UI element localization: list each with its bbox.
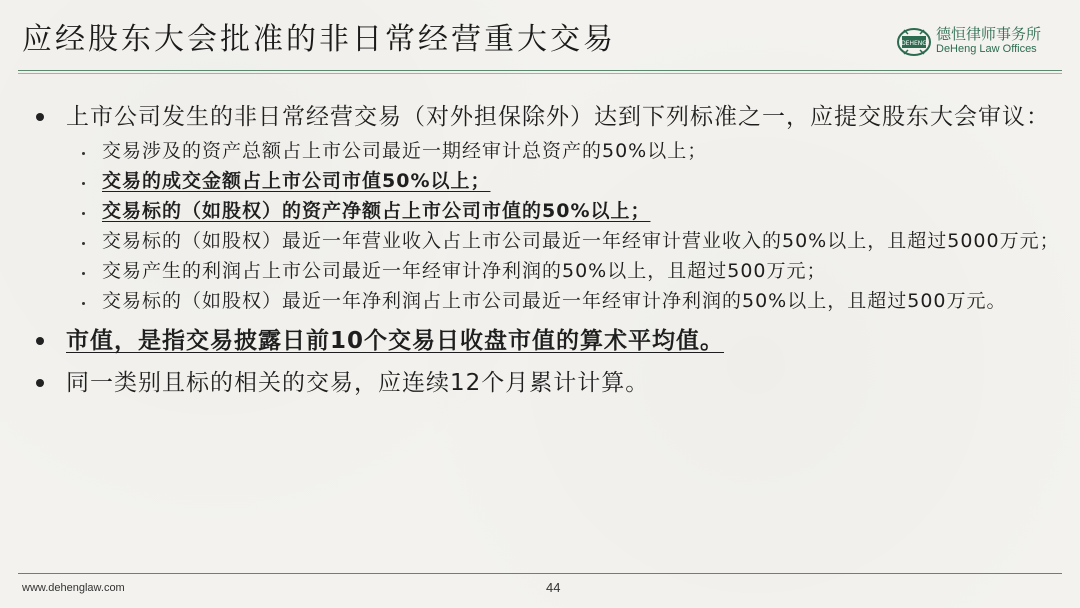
sub-bullet-item [30,136,1060,166]
sub-bullet-dot-icon [82,302,85,305]
bullet-item [30,324,1060,358]
bullet-dot-icon [36,113,44,121]
page-number: 44 [546,580,561,595]
sub-bullet-item [30,226,1060,256]
sub-bullet-text: 交易产生的利润占上市公司最近一年经审计净利润的50%以上，且超过500万元； [102,260,827,282]
footer-divider [18,573,1062,574]
bullet-dot-icon [36,379,44,387]
sub-bullet-item [30,286,1060,316]
firm-logo-icon [896,24,932,60]
sub-bullet-text-emphasis: 交易的成交金额占上市公司市值50%以上； [102,170,491,192]
sub-bullet-item [30,196,1060,226]
sub-bullet-text: 交易标的（如股权）最近一年净利润占上市公司最近一年经审计净利润的50%以上，且超过500万元。 [102,290,1007,312]
sub-bullet-dot-icon [82,212,85,215]
header-divider [18,70,1062,71]
logo-mark-text: DEHENG [901,40,927,47]
sub-bullet-item [30,166,1060,196]
sub-bullet-text-emphasis: 交易标的（如股权）的资产净额占上市公司市值的50%以上； [102,200,651,222]
bullet-text: 上市公司发生的非日常经营交易（对外担保除外）达到下列标准之一，应提交股东大会审议： [66,104,1050,130]
header-divider-secondary [18,73,1062,74]
sub-bullet-item [30,256,1060,286]
slide-body [30,100,1060,400]
sub-bullet-dot-icon [82,272,85,275]
footer-url: www.dehenglaw.com [22,582,125,594]
sub-bullet-dot-icon [82,182,85,185]
slide-title: 应经股东大会批准的非日常经营重大交易 [22,22,616,57]
bullet-item [30,366,1060,400]
sub-bullet-dot-icon [82,152,85,155]
sub-bullet-dot-icon [82,242,85,245]
sub-bullet-text: 交易涉及的资产总额占上市公司最近一期经审计总资产的50%以上； [102,140,708,162]
firm-name-en: DeHeng Law Offices [936,43,1037,55]
bullet-item [30,100,1060,134]
firm-logo [896,20,1056,64]
bullet-dot-icon [36,337,44,345]
sub-bullet-list [30,136,1060,316]
bullet-text: 同一类别且标的相关的交易，应连续12个月累计计算。 [66,370,650,396]
firm-name-cn: 德恒律师事务所 [936,25,1042,43]
bullet-text-emphasis: 市值，是指交易披露日前10个交易日收盘市值的算术平均值。 [66,328,725,354]
sub-bullet-text: 交易标的（如股权）最近一年营业收入占上市公司最近一年经审计营业收入的50%以上，且超过5000万元； [102,230,1060,252]
